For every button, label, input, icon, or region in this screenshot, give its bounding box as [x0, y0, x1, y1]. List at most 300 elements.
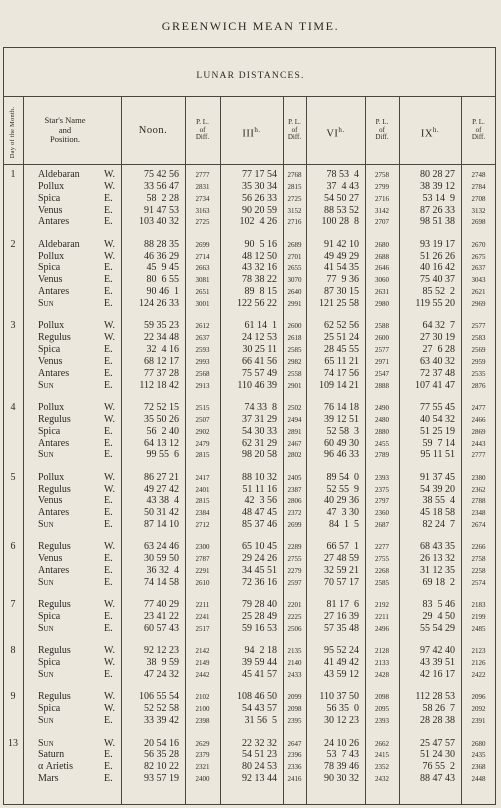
distance-value: 43 32 16 [242, 262, 277, 274]
page-title: GREENWICH MEAN TIME. [161, 19, 340, 33]
distance-value: 81 17 6 [326, 599, 359, 611]
star-name: Spica [38, 657, 61, 669]
distance-value: 46 36 29 [144, 250, 179, 262]
distance-value: 124 26 33 [139, 298, 179, 309]
pl-diff-value: 2655 [287, 264, 302, 273]
star-position: E. [104, 611, 113, 623]
distance-value: 110 37 50 [319, 691, 359, 703]
pl-diff-value: 2612 [195, 322, 210, 331]
distance-value: 24 10 26 [324, 737, 359, 749]
distance-value: 41 49 42 [324, 657, 359, 669]
distance-value: 54 39 20 [420, 483, 455, 495]
pl-diff-value: 2348 [471, 509, 486, 518]
pl-diff-value: 2708 [471, 194, 486, 203]
pl-diff-value: 3132 [471, 206, 486, 215]
pl-diff-value: 2393 [375, 473, 389, 482]
distance-value: 59 35 23 [144, 320, 179, 332]
star-name: Venus [38, 553, 63, 565]
distance-value: 22 34 48 [144, 332, 179, 344]
pl-diff-value: 2149 [195, 659, 210, 668]
pl-diff-value: 2300 [195, 543, 210, 552]
distance-value: 29 4 50 [422, 611, 455, 623]
pl-diff-value: 2982 [287, 357, 302, 366]
pl-diff-value: 2701 [287, 252, 302, 261]
pl-diff-value: 2815 [195, 497, 210, 506]
pl-diff-value: 2716 [375, 194, 389, 203]
distance-value: 78 38 22 [242, 274, 277, 286]
star-name: Regulus [38, 413, 71, 425]
distance-value: 43 59 12 [324, 669, 359, 681]
star-position: E. [104, 262, 113, 274]
star-position: W. [104, 483, 116, 495]
star-name: Antares [38, 437, 70, 449]
pl-diff-value: 2092 [471, 705, 486, 714]
star-position: W. [104, 238, 116, 250]
pl-diff-value: 2651 [195, 288, 210, 297]
star-name: Pollux [38, 320, 65, 332]
distance-value: 39 12 51 [324, 413, 359, 425]
pl-diff-value: 2128 [375, 647, 389, 656]
pl-diff-value: 2142 [195, 647, 210, 656]
distance-value: 100 28 8 [321, 216, 359, 228]
pl-diff-value: 2416 [287, 775, 302, 784]
table-subtitle: LUNAR DISTANCES. [196, 71, 305, 81]
pl-diff-value: 2098 [375, 693, 389, 702]
pl-diff-value: 2507 [195, 415, 210, 424]
distance-value: 84 1 5 [329, 519, 359, 531]
pl-diff-value: 2768 [287, 171, 302, 179]
distance-value: 87 26 33 [420, 204, 455, 216]
distance-value: 53 7 43 [326, 749, 359, 761]
distance-value: 94 2 18 [244, 645, 277, 657]
pl-diff-value: 2405 [287, 473, 302, 482]
distance-value: 51 26 26 [420, 250, 455, 262]
pl-diff-value: 2806 [287, 497, 302, 506]
pl-diff-value: 2375 [375, 485, 389, 494]
day-number: 8 [10, 645, 16, 657]
pl-diff-value: 2466 [471, 415, 486, 424]
star-position: E. [104, 425, 113, 437]
pl-diff-value: 2096 [471, 693, 486, 702]
distance-value: 41 54 35 [324, 262, 359, 274]
distance-value: 77 37 28 [144, 367, 179, 379]
pl-diff-value: 2688 [375, 252, 389, 261]
pl-diff-value: 3081 [195, 276, 210, 285]
distance-value: 65 11 21 [324, 355, 359, 367]
pl-diff-value: 2831 [195, 182, 210, 191]
distance-value: 91 37 45 [420, 471, 455, 483]
distance-value: 48 47 45 [242, 507, 277, 519]
pl-diff-value: 2258 [471, 567, 486, 576]
distance-value: 31 12 35 [420, 565, 455, 577]
distance-value: 88 28 35 [144, 238, 179, 250]
distance-value: 51 24 30 [420, 749, 455, 761]
star-position: E. [104, 344, 113, 356]
star-position: W. [104, 401, 116, 413]
star-name: Sun [38, 519, 54, 531]
distance-value: 61 14 1 [244, 320, 277, 332]
star-position: E. [104, 449, 113, 461]
distance-value: 38 9 59 [146, 657, 179, 669]
pl-diff-value: 2670 [471, 240, 486, 249]
pl-diff-value: 2687 [375, 521, 389, 530]
pl-diff-value: 2913 [195, 381, 210, 390]
pl-diff-value: 2789 [375, 451, 389, 460]
pl-diff-value: 2515 [195, 403, 210, 412]
star-position: E. [104, 749, 113, 761]
star-name: Venus [38, 204, 63, 216]
day-number: 4 [10, 401, 16, 413]
pl-diff-value: 2663 [195, 264, 210, 273]
star-position: W. [104, 657, 116, 669]
pl-diff-value: 2815 [195, 451, 210, 460]
pl-diff-value: 2788 [471, 497, 486, 506]
pl-diff-value: 2600 [287, 322, 302, 331]
star-position: W. [104, 541, 116, 553]
pl-diff-value: 2876 [471, 381, 486, 390]
pl-diff-value: 2380 [471, 473, 486, 482]
distance-value: 27 30 19 [420, 332, 455, 344]
pl-diff-value: 2442 [195, 671, 210, 680]
star-position: E. [104, 216, 113, 228]
distance-value: 77 17 54 [242, 169, 277, 180]
distance-value: 88 47 43 [420, 773, 455, 785]
pl-diff-value: 2699 [195, 240, 210, 249]
pl-diff-value: 2517 [195, 625, 210, 634]
pl-diff-value: 2755 [375, 555, 389, 564]
star-name-header: Star's Name and Position. [44, 115, 86, 144]
pl-diff-value: 3060 [375, 276, 389, 285]
pl-diff-value: 2797 [375, 497, 389, 506]
pl-diff-value: 3152 [287, 206, 302, 215]
distance-value: 40 54 32 [420, 413, 455, 425]
pl-diff-value: 2569 [471, 346, 486, 355]
pl-diff-value: 2291 [195, 567, 210, 576]
pl-diff-value: 2993 [195, 357, 210, 366]
star-name: Spica [38, 425, 61, 437]
distance-value: 20 54 16 [144, 737, 179, 749]
star-name: Antares [38, 565, 70, 577]
distance-value: 27 48 59 [324, 553, 359, 565]
distance-value: 75 40 37 [420, 274, 455, 286]
pl-diff-value: 2123 [471, 647, 486, 656]
star-name: Venus [38, 495, 63, 507]
pl-diff-value: 2689 [287, 240, 302, 249]
star-position: E. [104, 565, 113, 577]
star-name: Venus [38, 355, 63, 367]
distance-value: 82 24 7 [422, 519, 455, 531]
distance-value: 47 3 30 [326, 507, 359, 519]
pl-diff-value: 2646 [375, 264, 389, 273]
distance-value: 30 25 11 [242, 344, 277, 356]
star-position: E. [104, 669, 113, 681]
distance-value: 56 26 33 [242, 192, 277, 204]
star-name: α Arietis [38, 761, 73, 773]
distance-value: 109 14 21 [319, 379, 359, 391]
pl-diff-value: 2477 [471, 403, 486, 412]
distance-value: 49 27 42 [144, 483, 179, 495]
distance-value: 68 43 35 [420, 541, 455, 553]
pl-diff-value: 2629 [195, 739, 210, 748]
distance-value: 108 46 50 [237, 691, 277, 703]
distance-value: 77 55 45 [420, 401, 455, 413]
pl-diff-value: 2585 [287, 346, 302, 355]
distance-value: 68 12 17 [144, 355, 179, 367]
distance-value: 78 53 4 [326, 169, 359, 180]
pl-diff-value: 2433 [287, 671, 302, 680]
star-position: W. [104, 320, 116, 332]
pl-diff-value: 2428 [375, 671, 389, 680]
pl-diff-value: 2396 [287, 751, 302, 760]
pl-diff-value: 2268 [375, 567, 389, 576]
pl-diff-value: 2880 [375, 427, 389, 436]
pl-diff-value: 2901 [287, 381, 302, 390]
pl-diff-value: 2610 [195, 579, 210, 587]
pl-diff-value: 2680 [375, 240, 389, 249]
star-name: Mars [38, 773, 59, 785]
distance-value: 66 41 56 [242, 355, 277, 367]
distance-value: 30 59 50 [144, 553, 179, 565]
pl-diff-value: 2192 [375, 601, 389, 610]
pl-diff-value: 2494 [287, 415, 302, 424]
star-position: E. [104, 519, 113, 531]
distance-value: 56 2 40 [146, 425, 179, 437]
pl-diff-value: 2712 [195, 521, 210, 530]
star-position: E. [104, 715, 113, 727]
distance-value: 37 31 29 [242, 413, 277, 425]
distance-value: 37 4 43 [326, 180, 359, 192]
pl-diff-value: 2574 [471, 579, 486, 587]
distance-value: 50 31 42 [144, 507, 179, 519]
distance-value: 112 18 42 [139, 379, 179, 391]
distance-value: 82 10 22 [144, 761, 179, 773]
pl-diff-value: 3043 [471, 276, 486, 285]
distance-value: 95 52 24 [324, 645, 359, 657]
pl-diff-header: P. L. of Diff. [375, 118, 389, 141]
pl-diff-value: 2971 [375, 357, 389, 366]
distance-value: 87 30 15 [324, 286, 359, 298]
pl-diff-value: 2225 [287, 613, 302, 622]
distance-value: 59 7 14 [422, 437, 455, 449]
pl-diff-value: 2201 [287, 601, 302, 610]
pl-diff-value: 2415 [375, 751, 389, 760]
star-position: E. [104, 495, 113, 507]
distance-value: 93 19 17 [420, 238, 455, 250]
distance-value: 112 28 53 [415, 691, 455, 703]
pl-diff-value: 2467 [287, 439, 302, 448]
distance-value: 87 14 10 [144, 519, 179, 531]
star-name: Antares [38, 216, 70, 228]
header-top-rule [3, 96, 496, 97]
hour-6-header: $VI^{h.}$ [326, 126, 345, 140]
pl-diff-value: 2098 [287, 705, 302, 714]
star-position: W. [104, 471, 116, 483]
pl-diff-value: 2593 [195, 346, 210, 355]
star-position: W. [104, 599, 116, 611]
header-bottom-rule [3, 164, 496, 165]
hour-9-header: $IX^{h.}$ [420, 126, 440, 140]
pl-diff-value: 2698 [471, 218, 486, 227]
distance-value: 86 27 21 [144, 471, 179, 483]
distance-value: 43 39 51 [420, 657, 455, 669]
pl-diff-value: 2277 [375, 543, 389, 552]
star-position: E. [104, 298, 113, 309]
star-name: Aldebaran [38, 169, 80, 180]
distance-value: 60 57 43 [144, 623, 179, 635]
distance-value: 98 51 38 [420, 216, 455, 228]
distance-value: 102 4 26 [239, 216, 277, 228]
distance-value: 74 14 58 [144, 577, 179, 588]
distance-value: 33 39 42 [144, 715, 179, 727]
star-name: Pollux [38, 250, 65, 262]
distance-value: 89 8 15 [244, 286, 277, 298]
star-position: W. [104, 180, 116, 192]
distance-value: 78 39 46 [324, 761, 359, 773]
star-position: E. [104, 286, 113, 298]
pl-diff-value: 2699 [287, 521, 302, 530]
distance-value: 54 51 23 [242, 749, 277, 761]
star-name: Pollux [38, 401, 65, 413]
distance-value: 27 16 39 [324, 611, 359, 623]
star-name: Sun [38, 669, 54, 681]
pl-diff-value: 2891 [287, 427, 302, 436]
pl-diff-value: 2680 [471, 739, 486, 748]
pl-diff-value: 2558 [287, 369, 302, 378]
distance-value: 35 50 26 [144, 413, 179, 425]
pl-diff-value: 2869 [471, 427, 486, 436]
distance-value: 66 57 1 [326, 541, 359, 553]
distance-value: 53 14 9 [422, 192, 455, 204]
distance-value: 107 41 47 [415, 379, 455, 391]
pl-diff-value: 2597 [287, 579, 302, 587]
distance-value: 92 13 44 [242, 773, 277, 785]
distance-value: 63 40 32 [420, 355, 455, 367]
star-name: Sun [38, 715, 54, 727]
star-name: Sun [38, 737, 54, 749]
pl-diff-value: 2379 [195, 751, 210, 760]
star-position: W. [104, 332, 116, 344]
pl-diff-value: 2637 [471, 264, 486, 273]
distance-value: 51 11 16 [242, 483, 277, 495]
pl-diff-value: 2199 [471, 613, 486, 622]
star-name: Regulus [38, 599, 71, 611]
distance-value: 72 37 48 [420, 367, 455, 379]
column-rule [23, 96, 24, 805]
pl-diff-value: 2490 [375, 403, 389, 412]
pl-diff-value: 2455 [375, 439, 389, 448]
pl-diff-value: 2432 [375, 775, 389, 784]
distance-value: 80 28 27 [420, 169, 455, 180]
distance-value: 40 29 36 [324, 495, 359, 507]
hour-3-header: $III^{h.}$ [242, 126, 261, 140]
pl-diff-value: 2417 [195, 473, 210, 482]
pl-diff-header: P. L. of Diff. [287, 118, 302, 141]
distance-value: 95 11 51 [420, 449, 455, 461]
distance-value: 34 45 51 [242, 565, 277, 577]
distance-value: 42 3 56 [244, 495, 277, 507]
pl-diff-value: 2585 [375, 579, 389, 587]
pl-diff-value: 2362 [471, 485, 486, 494]
star-position: W. [104, 645, 116, 657]
day-number: 6 [10, 541, 16, 553]
pl-diff-header: P. L. of Diff. [471, 118, 486, 141]
star-position: W. [104, 703, 116, 715]
pl-diff-value: 2577 [471, 322, 486, 331]
star-position: E. [104, 773, 113, 785]
distance-value: 60 49 30 [324, 437, 359, 449]
distance-value: 63 24 46 [144, 541, 179, 553]
distance-value: 45 18 58 [420, 507, 455, 519]
pl-diff-value: 2391 [471, 717, 486, 726]
distance-value: 70 57 17 [324, 577, 359, 588]
pl-diff-value: 2100 [195, 705, 210, 714]
distance-value: 54 50 27 [324, 192, 359, 204]
noon-header: Noon. [138, 125, 168, 136]
pl-diff-value: 2398 [195, 717, 210, 726]
star-name: Pollux [38, 180, 65, 192]
pl-diff-value: 2758 [471, 555, 486, 564]
pl-diff-value: 2211 [375, 613, 389, 622]
pl-diff-value: 2289 [287, 543, 302, 552]
distance-value: 80 6 55 [146, 274, 179, 286]
star-name: Spica [38, 262, 61, 274]
pl-diff-value: 2099 [287, 693, 302, 702]
distance-value: 76 55 2 [422, 761, 455, 773]
star-name: Sun [38, 577, 54, 588]
pl-diff-value: 2815 [287, 182, 302, 191]
star-position: E. [104, 192, 113, 204]
distance-value: 106 55 54 [139, 691, 179, 703]
pl-diff-value: 2618 [287, 334, 302, 343]
star-position: E. [104, 355, 113, 367]
distance-value: 79 28 40 [242, 599, 277, 611]
day-number: 3 [10, 320, 16, 332]
pl-diff-value: 2183 [471, 601, 486, 610]
distance-value: 25 28 49 [242, 611, 277, 623]
star-name: Antares [38, 367, 70, 379]
distance-value: 74 17 56 [324, 367, 359, 379]
pl-diff-value: 2506 [287, 625, 302, 634]
distance-value: 31 56 5 [244, 715, 277, 727]
distance-value: 76 14 18 [324, 401, 359, 413]
distance-value: 83 5 46 [422, 599, 455, 611]
distance-value: 49 49 29 [324, 250, 359, 262]
pl-diff-value: 2647 [287, 739, 302, 748]
distance-value: 45 9 45 [146, 262, 179, 274]
distance-value: 38 55 4 [422, 495, 455, 507]
distance-value: 110 46 39 [237, 379, 277, 391]
pl-diff-value: 2095 [375, 705, 389, 714]
distance-value: 62 31 29 [242, 437, 277, 449]
pl-diff-value: 2755 [287, 555, 302, 564]
pl-diff-value: 2748 [471, 171, 486, 179]
distance-value: 32 4 16 [146, 344, 179, 356]
distance-value: 93 57 19 [144, 773, 179, 785]
pl-diff-value: 2400 [195, 775, 210, 784]
distance-value: 119 55 20 [415, 298, 455, 309]
star-name: Pollux [38, 471, 65, 483]
distance-value: 57 35 48 [324, 623, 359, 635]
pl-diff-value: 2266 [471, 543, 486, 552]
star-position: E. [104, 761, 113, 773]
distance-value: 43 38 4 [146, 495, 179, 507]
pl-diff-value: 2784 [471, 182, 486, 191]
distance-value: 98 20 58 [242, 449, 277, 461]
star-position: W. [104, 413, 116, 425]
star-position: E. [104, 577, 113, 588]
star-position: W. [104, 691, 116, 703]
pl-diff-value: 2716 [287, 218, 302, 227]
